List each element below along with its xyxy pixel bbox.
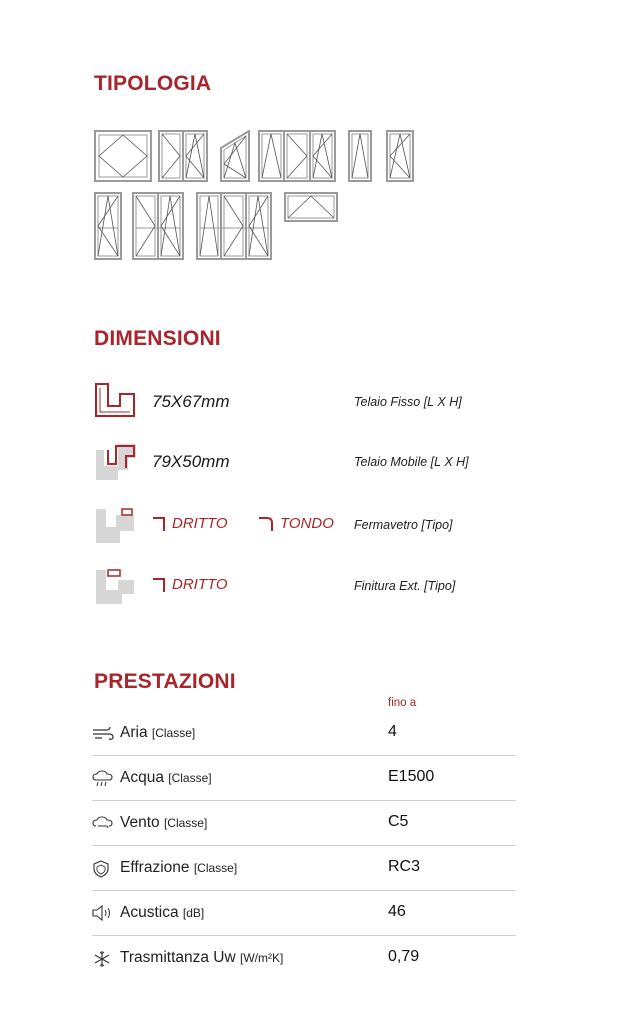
- straight-corner-icon: [152, 516, 166, 532]
- snowflake-icon: [92, 950, 112, 973]
- window-type-transom-icon: [284, 192, 338, 222]
- frame-fixed-profile-icon: [94, 382, 136, 423]
- window-type-fixed-pivot-icon: [94, 130, 152, 182]
- window-type-door-double-icon: [132, 192, 184, 260]
- finitura-option1-label: DRITTO: [172, 576, 228, 593]
- wind-icon: [92, 725, 114, 746]
- performance-label: Acustica [dB]: [120, 904, 205, 921]
- dimension-row-telaio-mobile: [94, 442, 524, 482]
- window-type-single-tilt-icon: [348, 130, 372, 182]
- fermavetro-option2-label: TONDO: [280, 515, 334, 532]
- fermavetro-desc: Fermavetro [Tipo]: [354, 518, 453, 532]
- fermavetro-option-dritto: [152, 515, 228, 532]
- performance-label: Acqua [Classe]: [120, 769, 212, 786]
- windy-cloud-icon: [92, 815, 114, 836]
- performance-value: RC3: [388, 858, 421, 875]
- telaio-mobile-desc: Telaio Mobile [L X H]: [354, 455, 469, 469]
- round-corner-icon: [258, 516, 274, 532]
- window-type-single-tilt-turn-icon: [386, 130, 414, 182]
- exterior-finish-profile-icon: [94, 566, 140, 611]
- fermavetro-option-tondo: [258, 515, 334, 532]
- section-title-tipologia: TIPOLOGIA: [94, 72, 212, 95]
- telaio-mobile-value: 79X50mm: [152, 452, 230, 471]
- performance-value: 46: [388, 903, 406, 920]
- finitura-option-dritto: [152, 576, 228, 593]
- window-type-door-triple-icon: [196, 192, 272, 260]
- performance-value: E1500: [388, 768, 435, 785]
- telaio-fisso-value: 75X67mm: [152, 392, 230, 411]
- performance-row-acqua: [92, 756, 516, 801]
- shield-icon: [92, 860, 110, 883]
- speaker-icon: [92, 905, 114, 926]
- finitura-desc: Finitura Ext. [Tipo]: [354, 579, 456, 593]
- dimension-row-fermavetro: [94, 505, 524, 545]
- performance-label: Trasmittanza Uw [W/m²K]: [120, 949, 284, 966]
- performance-row-trasmittanza: [92, 936, 516, 980]
- frame-mobile-profile-icon: [94, 442, 140, 487]
- window-type-double-casement-icon: [158, 130, 208, 182]
- performance-row-acustica: [92, 891, 516, 936]
- glazing-bead-profile-icon: [94, 505, 140, 550]
- dimension-row-telaio-fisso: [94, 382, 524, 422]
- column-header-fino-a: fino a: [388, 697, 417, 709]
- performance-row-aria: [92, 711, 516, 756]
- section-title-dimensioni: DIMENSIONI: [94, 327, 221, 350]
- performance-value: 0,79: [388, 948, 420, 965]
- window-type-door-single-icon: [94, 192, 122, 260]
- performance-row-vento: [92, 801, 516, 846]
- straight-corner-icon: [152, 577, 166, 593]
- window-type-trapezoid-icon: [220, 130, 250, 182]
- performance-label: Effrazione [Classe]: [120, 859, 238, 876]
- performance-row-effrazione: [92, 846, 516, 891]
- fermavetro-option1-label: DRITTO: [172, 515, 228, 532]
- performance-label: Aria [Classe]: [120, 724, 196, 741]
- performance-label: Vento [Classe]: [120, 814, 208, 831]
- section-title-prestazioni: PRESTAZIONI: [94, 670, 236, 693]
- rain-icon: [92, 770, 114, 793]
- dimension-row-finitura: [94, 566, 524, 606]
- telaio-fisso-desc: Telaio Fisso [L X H]: [354, 395, 462, 409]
- window-type-triple-casement-icon: [258, 130, 336, 182]
- performance-value: 4: [388, 723, 397, 740]
- performance-value: C5: [388, 813, 409, 830]
